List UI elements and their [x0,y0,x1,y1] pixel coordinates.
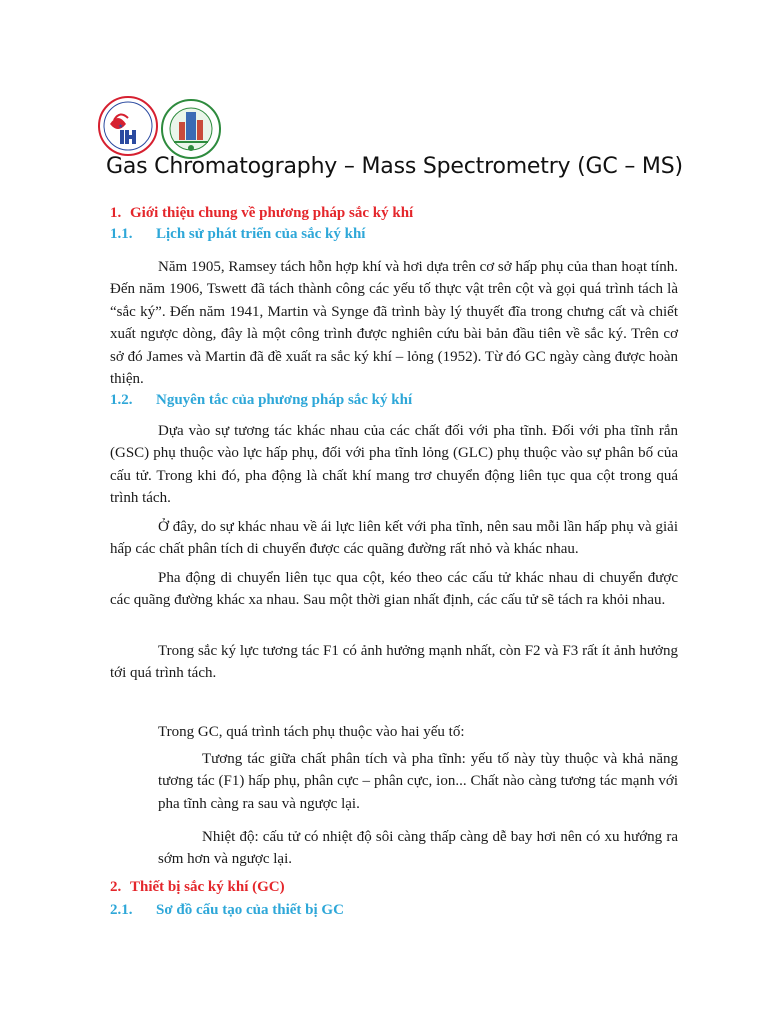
section-heading-2-1 [110,902,344,919]
paragraph-factors: Trong GC, quá trình tách phụ thuộc vào hai yếu tố: [158,724,465,740]
faculty-logo-icon [160,98,222,160]
section-heading-2 [110,879,285,896]
section-heading-1-2 [110,392,412,409]
section-label: Sơ đồ cấu tạo của thiết bị GC [156,902,344,918]
svg-text:★: ★ [118,123,124,130]
paragraph-history: Năm 1905, Ramsey tách hỗn hợp khí và hơi dựa trên cơ sở hấp phụ của than hoạt tính. Đến năm 1906, Tswett đã tách thành công các yếu tố thực vật trên cột và gọi quá trình tách là “sắc ký”. Đến năm 1941, Martin và Synge đã trình bày lý thuyết đĩa trong chưng cất và chiết xuất ngược dòng, đây là một công trình được nghiên cứu bài bản đầu tiên về sắc ký. Trên cơ sở đó James và Martin đã đề xuất ra sắc ký khí – lỏng (1952). Từ đó GC ngày càng được hoàn thiện. [110,259,678,388]
paragraph-mobile-phase: Pha động di chuyển liên tục qua cột, kéo theo các cấu tử khác nhau di chuyển được các quãng đường khác xa nhau. Sau một thời gian nhất định, các cấu tử sẽ tách ra khỏi nhau. [110,570,678,609]
section-label: Nguyên tắc của phương pháp sắc ký khí [156,392,413,408]
paragraph-interaction: Tương tác giữa chất phân tích và pha tĩnh: yếu tố này tùy thuộc và khả năng tương tác (F1) hấp phụ, phân cực – phân cực, ion... Chất nào càng tương tác mạnh với pha tĩnh càng ra sau và ngược lại. [158,751,678,812]
section-number: 2. [110,879,122,895]
section-number: 1.2. [110,392,133,408]
section-label: Thiết bị sắc ký khí (GC) [130,879,285,895]
document-title: Gas Chromatography – Mass Spectrometry (GC – MS) [106,154,683,179]
section-number: 2.1. [110,902,133,918]
section-number: 1. [110,205,122,221]
section-heading-1-1 [110,226,365,243]
university-logo-icon [96,94,160,158]
section-label: Lịch sử phát triển của sắc ký khí [156,226,366,242]
paragraph-forces: Trong sắc ký lực tương tác F1 có ảnh hưởng mạnh nhất, còn F2 và F3 rất ít ảnh hưởng tới quá trình tách. [110,643,678,682]
paragraph-affinity: Ở đây, do sự khác nhau về ái lực liên kết với pha tĩnh, nên sau mỗi lần hấp phụ và giải hấp các chất phân tích di chuyển được các quãng đường rất nhỏ và khác nhau. [110,519,678,558]
section-heading-1 [110,205,413,222]
section-number: 1.1. [110,226,133,242]
section-label: Giới thiệu chung về phương pháp sắc ký khí [130,205,414,221]
paragraph-temperature: Nhiệt độ: cấu tử có nhiệt độ sôi càng thấp càng dễ bay hơi nên có xu hướng ra sớm hơn và ngược lại. [158,829,678,868]
paragraph-principle: Dựa vào sự tương tác khác nhau của các chất đối với pha tĩnh. Đối với pha tĩnh rắn (GSC) phụ thuộc vào lực hấp phụ, đối với pha tĩnh lỏng (GLC) phụ thuộc vào sự phân bố của cấu tử. Trong khi đó, pha động là chất khí mang trơ chuyển động liên tục qua cột trong quá trình tách. [110,423,678,507]
